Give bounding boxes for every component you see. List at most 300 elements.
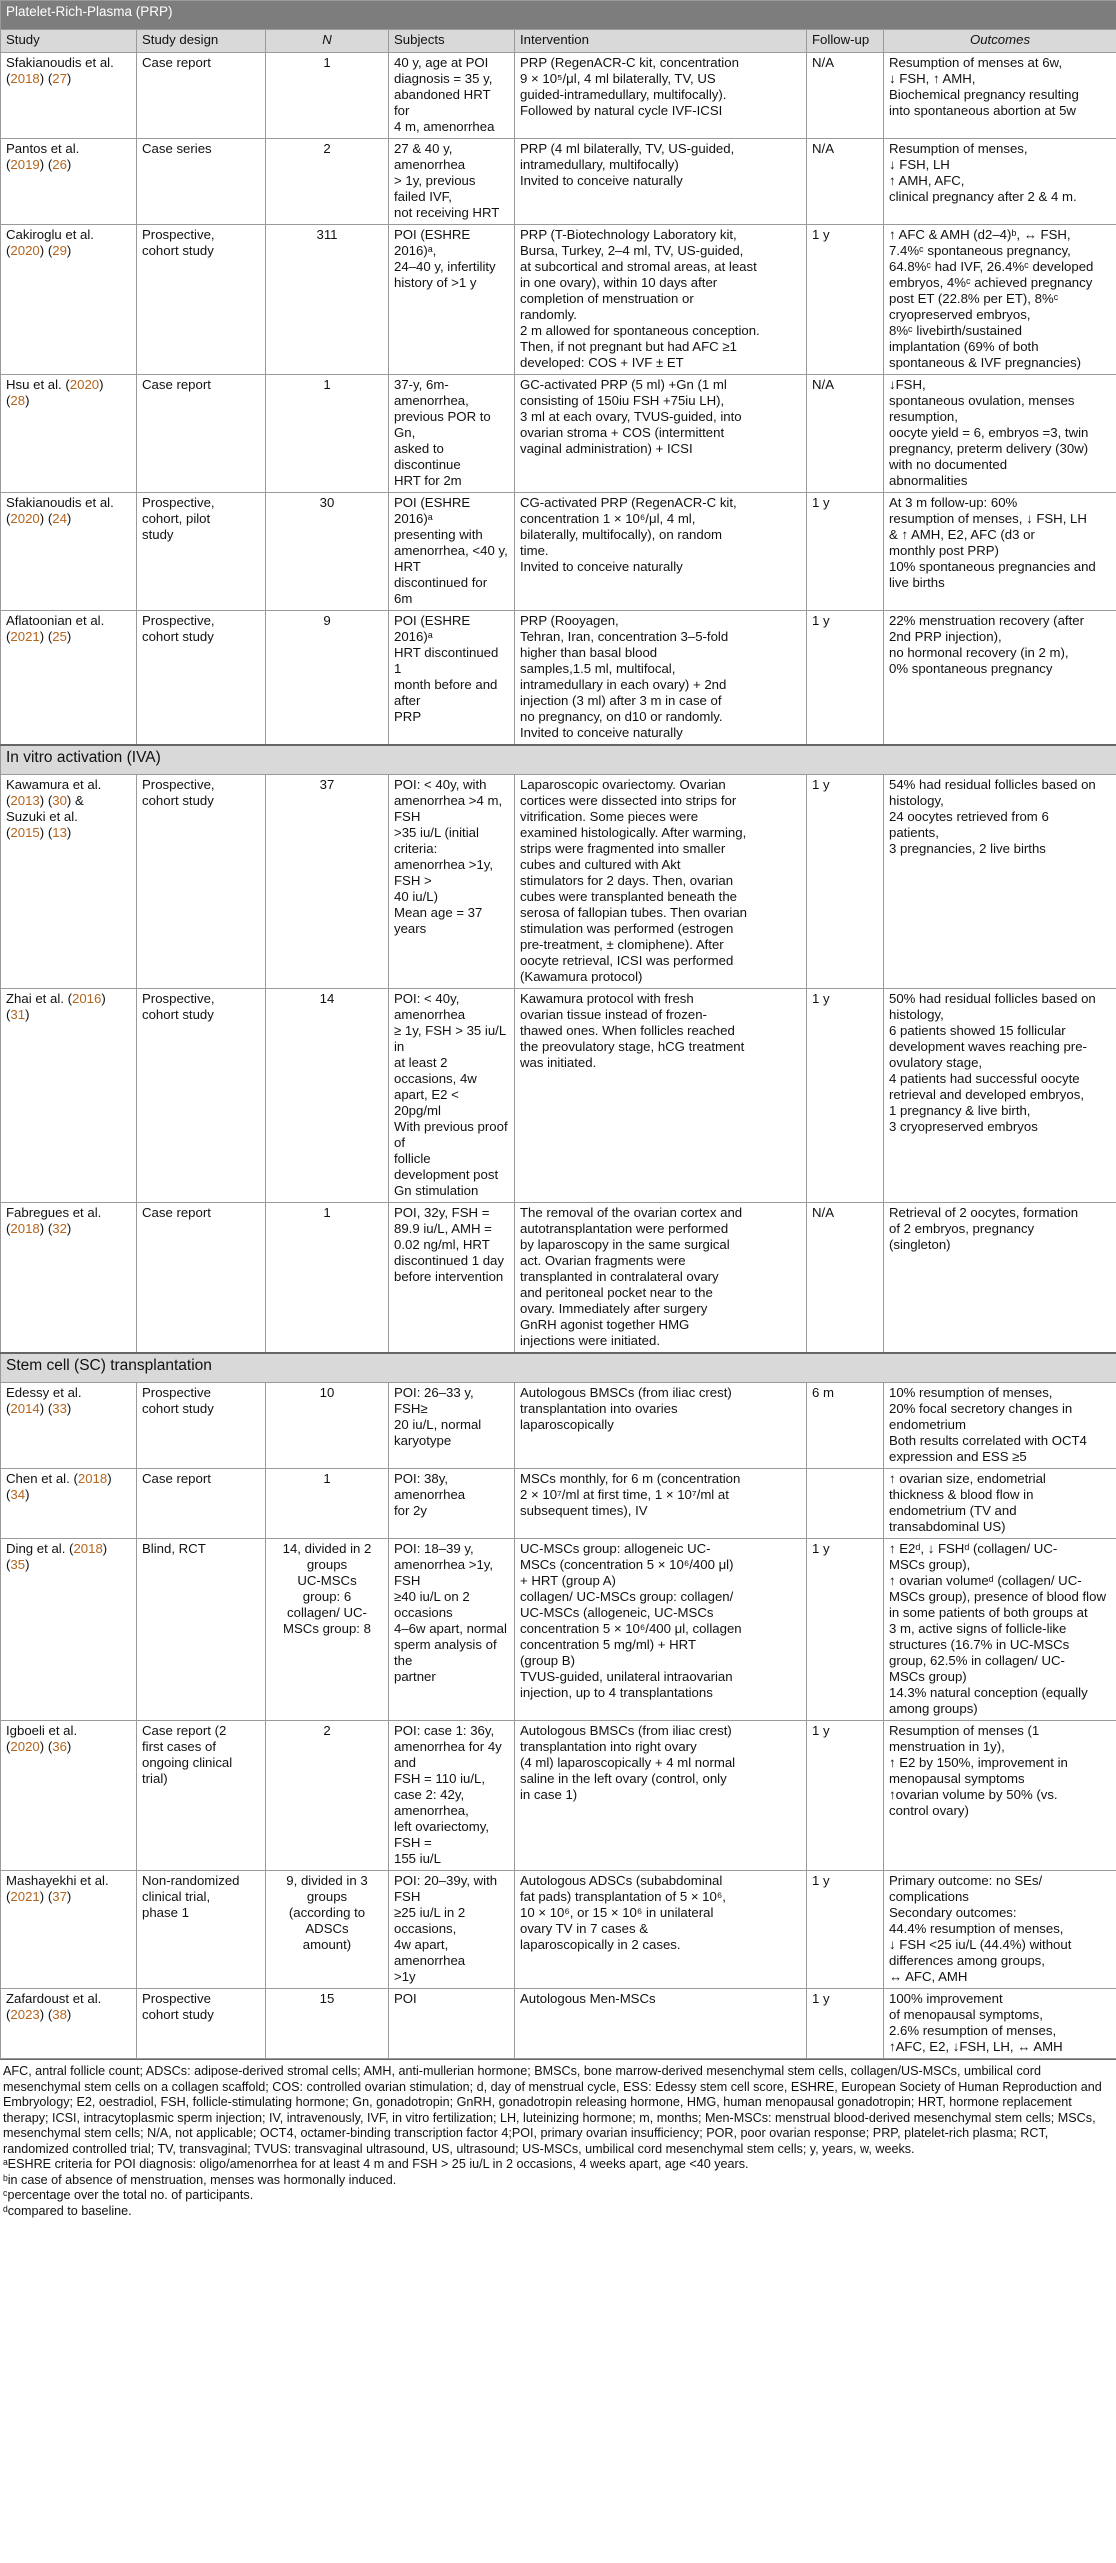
reference-number[interactable]: 2016 (71, 991, 102, 1006)
design-cell (137, 1989, 266, 2059)
outcomes-cell-line: 10% resumption of menses, (889, 1385, 1053, 1400)
reference-number[interactable]: 36 (52, 1739, 67, 1754)
intervention-cell (515, 493, 807, 611)
outcomes-cell-line: transabdominal US) (889, 1519, 1006, 1534)
outcomes-cell-line: 2nd PRP injection), (889, 629, 1002, 644)
subjects-cell-line: POI: case 1: 36y, (394, 1723, 495, 1738)
outcomes-cell-line: menstruation in 1y), (889, 1739, 1005, 1754)
outcomes-cell-line: MSCs group) (889, 1669, 967, 1684)
intervention-cell-line: ovary. Immediately after surgery (520, 1301, 708, 1316)
intervention-cell-line: randomly. (520, 307, 577, 322)
subjects-cell-line: amenorrhea >4 m, FSH (394, 793, 503, 824)
intervention-cell-line: TVUS-guided, unilateral intraovarian (520, 1669, 733, 1684)
reference-number[interactable]: 2013 (10, 793, 40, 808)
table-row (1, 139, 1116, 225)
reference-number[interactable]: 2014 (10, 1401, 40, 1416)
intervention-cell-line: UC-MSCs (allogeneic, UC-MSCs (520, 1605, 714, 1620)
reference-number[interactable]: 13 (52, 825, 67, 840)
intervention-cell-line: cubes and cultured with Akt (520, 857, 681, 872)
study-cell-line: (2019) (26) (6, 157, 72, 172)
subjects-cell-line: With previous proof of (394, 1119, 508, 1150)
study-cell (1, 775, 137, 989)
follow-up-cell: 1 y (807, 775, 884, 989)
outcomes-cell-line: 4 patients had successful oocyte (889, 1071, 1080, 1086)
outcomes-cell-line: of 2 embryos, pregnancy (889, 1221, 1035, 1236)
intervention-cell-line: was initiated. (520, 1055, 597, 1070)
design-cell-line: cohort study (142, 243, 214, 258)
intervention-cell-line: (group B) (520, 1653, 575, 1668)
outcomes-cell-line: implantation (69% of both (889, 339, 1039, 354)
intervention-cell-line: MSCs monthly, for 6 m (concentration (520, 1471, 741, 1486)
design-cell-line: cohort study (142, 2007, 214, 2022)
intervention-cell-line: concentration 1 × 10⁶/μl, 4 ml, (520, 511, 696, 526)
design-cell-line: Prospective, (142, 991, 215, 1006)
design-cell-line: Prospective, (142, 495, 215, 510)
outcomes-cell-line: (singleton) (889, 1237, 951, 1252)
design-cell-line: cohort study (142, 629, 214, 644)
study-cell-line: Fabregues et al. (6, 1205, 102, 1220)
study-cell (1, 139, 137, 225)
follow-up-cell: 1 y (807, 1539, 884, 1721)
outcomes-cell-line: Primary outcome: no SEs/ (889, 1873, 1043, 1888)
intervention-cell-line: Then, if not pregnant but had AFC ≥1 (520, 339, 737, 354)
subjects-cell-line: partner (394, 1669, 436, 1684)
n-cell: 2 (266, 139, 389, 225)
outcomes-cell (884, 611, 1116, 746)
reference-number[interactable]: 26 (52, 157, 67, 172)
intervention-cell-line: concentration 5 × 10⁶/400 μl, collagen (520, 1621, 742, 1636)
outcomes-cell-line: MSCs group), presence of blood flow (889, 1589, 1106, 1604)
design-cell-line: Prospective, (142, 613, 215, 628)
subjects-cell-line: before intervention (394, 1269, 504, 1284)
design-cell-line: Prospective (142, 1991, 211, 2006)
reference-number[interactable]: 25 (52, 629, 67, 644)
subjects-cell-line: POI: 20–39y, with FSH (394, 1873, 498, 1904)
reference-number[interactable]: 2019 (10, 157, 40, 172)
reference-number[interactable]: 2018 (10, 1221, 40, 1236)
study-cell (1, 1469, 137, 1539)
intervention-cell (515, 989, 807, 1203)
subjects-cell-line: 155 iu/L (394, 1851, 441, 1866)
subjects-cell-line: Gn stimulation (394, 1183, 479, 1198)
outcomes-cell-line: in some patients of both groups at (889, 1605, 1088, 1620)
subjects-cell-line: ≥40 iu/L on 2 occasions (394, 1589, 470, 1620)
design-cell-line: Case report (142, 1471, 211, 1486)
intervention-cell-line: act. Ovarian fragments were (520, 1253, 686, 1268)
study-cell (1, 1721, 137, 1871)
header-study: Study (1, 30, 137, 53)
study-cell-line: (2021) (25) (6, 629, 72, 644)
subjects-cell-line: asked to discontinue (394, 441, 461, 472)
outcomes-cell (884, 1203, 1116, 1354)
subjects-cell-line: amenorrhea for 4y and (394, 1739, 502, 1770)
n-cell: 1 (266, 53, 389, 139)
intervention-cell-line: 9 × 10⁵/μl, 4 ml bilaterally, TV, US (520, 71, 716, 86)
subjects-cell-line: history of >1 y (394, 275, 477, 290)
subjects-cell-line: POI (ESHRE 2016)ᵃ (394, 495, 471, 526)
subjects-cell-line: amenorrhea, <40 y, HRT (394, 543, 508, 574)
outcomes-cell (884, 1539, 1116, 1721)
outcomes-cell-line: & ↑ AMH, E2, AFC (d3 or (889, 527, 1035, 542)
design-cell (137, 1203, 266, 1354)
intervention-cell-line: developed: COS + IVF ± ET (520, 355, 684, 370)
study-cell (1, 225, 137, 375)
outcomes-cell-line: cryopreserved embryos, (889, 307, 1031, 322)
intervention-cell-line: strips were fragmented into smaller (520, 841, 726, 856)
design-cell (137, 775, 266, 989)
study-cell-line: Suzuki et al. (6, 809, 78, 824)
design-cell-line: ongoing clinical (142, 1755, 233, 1770)
reference-number[interactable]: 37 (52, 1889, 67, 1904)
reference-number[interactable]: 2020 (10, 511, 40, 526)
follow-up-cell: 1 y (807, 1721, 884, 1871)
outcomes-cell-line: ↑ovarian volume by 50% (vs. (889, 1787, 1058, 1802)
outcomes-cell-line: among groups) (889, 1701, 978, 1716)
table-row (1, 775, 1116, 989)
outcomes-cell-line: retrieval and developed embryos, (889, 1087, 1084, 1102)
table-row (1, 989, 1116, 1203)
follow-up-cell: 1 y (807, 225, 884, 375)
study-cell-line: (28) (6, 393, 30, 408)
study-cell (1, 1539, 137, 1721)
intervention-cell (515, 139, 807, 225)
outcomes-cell-line: ↑ E2ᵈ, ↓ FSHᵈ (collagen/ UC- (889, 1541, 1058, 1556)
outcomes-cell-line: development waves reaching pre- (889, 1039, 1087, 1054)
study-cell (1, 611, 137, 746)
subjects-cell-line: POI, 32y, FSH = (394, 1205, 490, 1220)
reference-number[interactable]: 29 (52, 243, 67, 258)
study-cell-line: (2023) (38) (6, 2007, 72, 2022)
table-row (1, 225, 1116, 375)
intervention-cell-line: thawed ones. When follicles reached (520, 1023, 735, 1038)
reference-number[interactable]: 2021 (10, 629, 40, 644)
reference-number[interactable]: 34 (10, 1487, 26, 1502)
table-row (1, 1871, 1116, 1989)
outcomes-cell-line: Secondary outcomes: (889, 1905, 1017, 1920)
intervention-cell-line: oocyte retrieval, ICSI was performed (520, 953, 734, 968)
table-row (1, 1383, 1116, 1469)
subjects-cell-line: >1y (394, 1969, 416, 1984)
follow-up-cell: N/A (807, 139, 884, 225)
outcomes-cell (884, 1721, 1116, 1871)
subjects-cell (389, 53, 515, 139)
intervention-cell-line: Tehran, Iran, concentration 3–5-fold (520, 629, 729, 644)
reference-number[interactable]: 32 (52, 1221, 67, 1236)
intervention-cell-line: autotransplantation were performed (520, 1221, 729, 1236)
intervention-cell-line: completion of menstruation or (520, 291, 694, 306)
outcomes-cell-line: ↓ FSH <25 iu/L (44.4%) without (889, 1937, 1072, 1952)
outcomes-cell-line: ↑ E2 by 150%, improvement in (889, 1755, 1068, 1770)
design-cell-line: Prospective, (142, 227, 215, 242)
intervention-cell-line: vitrification. Some pieces were (520, 809, 699, 824)
subjects-cell-line: POI: < 40y, amenorrhea (394, 991, 466, 1022)
n-cell: 14, divided in 2 groups UC-MSCs group: 6 collagen/ UC- MSCs group: 8 (266, 1539, 389, 1721)
intervention-cell-line: collagen/ UC-MSCs group: collagen/ (520, 1589, 734, 1604)
outcomes-cell-line: ↑ AMH, AFC, (889, 173, 965, 188)
subjects-cell-line: discontinued for 6m (394, 575, 488, 606)
follow-up-cell: N/A (807, 375, 884, 493)
table-row (1, 493, 1116, 611)
outcomes-cell (884, 53, 1116, 139)
subjects-cell-line: previous POR to Gn, (394, 409, 491, 440)
outcomes-cell-line: 8%ᶜ livebirth/sustained (889, 323, 1022, 338)
subjects-cell-line: POI: 38y, amenorrhea (394, 1471, 466, 1502)
design-cell-line: trial) (142, 1771, 168, 1786)
subjects-cell-line: amenorrhea >1y, FSH (394, 1557, 494, 1588)
design-cell (137, 493, 266, 611)
outcomes-cell-line: endometrium (TV and (889, 1503, 1017, 1518)
outcomes-cell-line: ↑ ovarian size, endometrial (889, 1471, 1046, 1486)
outcomes-cell-line: 10% spontaneous pregnancies and (889, 559, 1096, 574)
intervention-cell (515, 611, 807, 746)
design-cell-line: cohort study (142, 793, 214, 808)
intervention-cell-line: stimulation was performed (estrogen (520, 921, 734, 936)
reference-number[interactable]: 2018 (73, 1541, 103, 1556)
intervention-cell-line: transplanted in contralateral ovary (520, 1269, 719, 1284)
outcomes-cell (884, 1871, 1116, 1989)
intervention-cell (515, 225, 807, 375)
reference-number[interactable]: 2018 (77, 1471, 108, 1486)
reference-number[interactable]: 28 (10, 393, 26, 408)
outcomes-cell-line: ↓ FSH, LH (889, 157, 950, 172)
intervention-cell-line: the preovulatory stage, hCG treatment (520, 1039, 745, 1054)
subjects-cell-line: diagnosis = 35 y, (394, 71, 493, 86)
reference-number[interactable]: 2015 (10, 825, 40, 840)
reference-number[interactable]: 24 (52, 511, 67, 526)
reference-number[interactable]: 2018 (10, 71, 40, 86)
outcomes-cell (884, 139, 1116, 225)
study-cell-line: Zhai et al. (2016) (6, 991, 106, 1006)
study-cell-line: Edessy et al. (6, 1385, 82, 1400)
study-cell-line: (34) (6, 1487, 30, 1502)
subjects-cell-line: sperm analysis of the (394, 1637, 497, 1668)
table-row (1, 1203, 1116, 1354)
study-cell-line: (2018) (27) (6, 71, 72, 86)
design-cell-line: cohort, pilot (142, 511, 211, 526)
n-cell: 1 (266, 375, 389, 493)
outcomes-cell-line: ↑ AFC & AMH (d2–4)ᵇ, ↔ FSH, (889, 227, 1071, 242)
intervention-cell-line: 3 ml at each ovary, TVUS-guided, into (520, 409, 742, 424)
follow-up-cell (807, 1469, 884, 1539)
study-cell (1, 53, 137, 139)
section-title: Stem cell (SC) transplantation (1, 1353, 1116, 1383)
subjects-cell-line: amenorrhea >1y, FSH > (394, 857, 494, 888)
study-cell-line: (2018) (32) (6, 1221, 72, 1236)
outcomes-cell-line: 64.8%ᶜ had IVF, 26.4%ᶜ developed (889, 259, 1094, 274)
intervention-cell-line: transplantation into ovaries (520, 1401, 678, 1416)
outcomes-cell-line: spontaneous & IVF pregnancies) (889, 355, 1082, 370)
intervention-cell-line: 2 × 10⁷/ml at first time, 1 × 10⁷/ml at (520, 1487, 729, 1502)
design-cell (137, 139, 266, 225)
intervention-cell-line: laparoscopically in 2 cases. (520, 1937, 681, 1952)
intervention-cell-line: fat pads) transplantation of 5 × 10⁶, (520, 1889, 726, 1904)
header-outcomes: Outcomes (884, 30, 1116, 53)
intervention-cell-line: transplantation into right ovary (520, 1739, 697, 1754)
outcomes-cell-line: 1 pregnancy & live birth, (889, 1103, 1031, 1118)
study-cell-line: Sfakianoudis et al. (6, 495, 114, 510)
subjects-cell-line: 89.9 iu/L, AMH = (394, 1221, 492, 1236)
subjects-cell (389, 1203, 515, 1354)
intervention-cell-line: cubes were transplanted beneath the (520, 889, 738, 904)
intervention-cell-line: guided-intramedullary, multifocally). (520, 87, 727, 102)
intervention-cell-line: subsequent times), IV (520, 1503, 648, 1518)
intervention-cell-line: bilaterally, multifocally), on random (520, 527, 723, 542)
subjects-cell-line: Mean age = 37 years (394, 905, 483, 936)
subjects-cell-line: POI (ESHRE 2016)ᵃ (394, 613, 471, 644)
design-cell-line: cohort study (142, 1401, 214, 1416)
subjects-cell (389, 1989, 515, 2059)
subjects-cell-line: 37-y, 6m-amenorrhea, (394, 377, 469, 408)
study-cell-line: (31) (6, 1007, 30, 1022)
table-banner (1, 1, 1116, 30)
subjects-cell-line: POI: < 40y, with (394, 777, 487, 792)
outcomes-cell-line: oocyte yield = 6, embryos =3, twin (889, 425, 1089, 440)
outcomes-cell-line: ↓ FSH, ↑ AMH, (889, 71, 976, 86)
design-cell-line: study (142, 527, 174, 542)
outcomes-cell-line: ↓FSH, (889, 377, 926, 392)
intervention-cell-line: intramedullary in each ovary) + 2nd (520, 677, 727, 692)
design-cell-line: phase 1 (142, 1905, 189, 1920)
subjects-cell-line: POI (ESHRE 2016)ᵃ, (394, 227, 471, 258)
outcomes-cell-line: of menopausal symptoms, (889, 2007, 1043, 2022)
outcomes-cell-line: patients, (889, 825, 939, 840)
outcomes-cell-line: 24 oocytes retrieved from 6 (889, 809, 1049, 824)
study-cell-line: Aflatoonian et al. (6, 613, 105, 628)
intervention-cell-line: (4 ml) laparoscopically + 4 ml normal (520, 1755, 736, 1770)
table-row (1, 375, 1116, 493)
reference-number[interactable]: 2020 (69, 377, 100, 392)
intervention-cell-line: PRP (T-Biotechnology Laboratory kit, (520, 227, 737, 242)
follow-up-cell: N/A (807, 53, 884, 139)
intervention-cell-line: Laparoscopic ovariectomy. Ovarian (520, 777, 726, 792)
outcomes-cell-line: histology, (889, 1007, 944, 1022)
footnote: AFC, antral follicle count; ADSCs: adipose-derived stromal cells; AMH, anti-mullerian hormone; BMSCs, bone marrow-derived mesenchymal stem cells, collagen/US-MSCs, umbilical cord mesenchymal stem cells on a collagen scaffold; COS: controlled ovarian stimulation; d, day of menstrual cycle, ESS: Edessy stem cell score, ESHRE, European Society of Human Reproduction and Embryology; E2, oestradiol, FSH, follicle-stimulating hormone; Gn, gonadotropin; GnRH, gonadotropin releasing hormone, HMG, human menopausal gonadotropin; HRT, hormone replacement therapy; ICSI, intracytoplasmic sperm injection; IV, intravenously, IVF, in vitro fertilization; LH, luteinizing hormone; m, months; Men-MSCs: menstrual blood-derived mesenchymal stem cells; MSCs, mesenchymal stem cells; N/A, not applicable; OCT4, octamer-binding transcription factor 4;POI, primary ovarian insufficiency; POR, poor ovarian response; PRP, platelet-rich plasma; RCT, randomized controlled trial; TV, transvaginal; TVUS: transvaginal ultrasound, US, ultrasound; US-MSCs, umbilical cord mesenchymal stem cells; y, years, w, weeks. (3, 2064, 1102, 2156)
study-cell (1, 1203, 137, 1354)
outcomes-cell-line: control ovary) (889, 1803, 969, 1818)
subjects-cell-line: 4–6w apart, normal (394, 1621, 507, 1636)
outcomes-cell-line: 3 cryopreserved embryos (889, 1119, 1038, 1134)
intervention-cell-line: ovary TV in 7 cases & (520, 1921, 649, 1936)
subjects-cell (389, 225, 515, 375)
study-cell-line: Hsu et al. (2020) (6, 377, 104, 392)
outcomes-cell-line: endometrium (889, 1417, 966, 1432)
study-cell (1, 989, 137, 1203)
outcomes-cell-line: ↑ ovarian volumeᵈ (collagen/ UC- (889, 1573, 1082, 1588)
n-cell: 14 (266, 989, 389, 1203)
subjects-cell-line: 0.02 ng/ml, HRT (394, 1237, 490, 1252)
design-cell-line: Prospective (142, 1385, 211, 1400)
subjects-cell-line: 40 iu/L) (394, 889, 438, 904)
reference-number[interactable]: 35 (10, 1557, 26, 1572)
intervention-cell-line: stimulators for 2 days. Then, ovarian (520, 873, 734, 888)
reference-number[interactable]: 2020 (10, 1739, 40, 1754)
intervention-cell (515, 1871, 807, 1989)
outcomes-cell-line: histology, (889, 793, 944, 808)
reference-number[interactable]: 31 (10, 1007, 26, 1022)
intervention-cell-line: concentration 5 mg/ml) + HRT (520, 1637, 697, 1652)
design-cell-line: first cases of (142, 1739, 217, 1754)
n-cell: 15 (266, 1989, 389, 2059)
outcomes-cell-line: pregnancy, preterm delivery (30w) (889, 441, 1089, 456)
intervention-cell (515, 775, 807, 989)
reference-number[interactable]: 2021 (10, 1889, 40, 1904)
subjects-cell-line: not receiving HRT (394, 205, 500, 220)
reference-number[interactable]: 30 (52, 793, 67, 808)
outcomes-cell-line: thickness & blood flow in (889, 1487, 1034, 1502)
intervention-cell-line: PRP (4 ml bilaterally, TV, US-guided, (520, 141, 735, 156)
study-cell-line: Chen et al. (2018) (6, 1471, 112, 1486)
subjects-cell-line: HRT discontinued 1 (394, 645, 499, 676)
subjects-cell-line: at least 2 occasions, 4w (394, 1055, 477, 1086)
outcomes-cell-line: At 3 m follow-up: 60% (889, 495, 1018, 510)
intervention-cell-line: PRP (Rooyagen, (520, 613, 619, 628)
intervention-cell-line: MSCs (concentration 5 × 10⁶/400 μl) (520, 1557, 734, 1572)
intervention-cell-line: Invited to conceive naturally (520, 725, 683, 740)
design-cell (137, 1383, 266, 1469)
intervention-cell-line: Invited to conceive naturally (520, 173, 683, 188)
subjects-cell-line: 4 m, amenorrhea (394, 119, 495, 134)
study-cell-line: Igboeli et al. (6, 1723, 78, 1738)
subjects-cell-line: PRP (394, 709, 422, 724)
follow-up-cell: 1 y (807, 1989, 884, 2059)
subjects-cell-line: POI: 18–39 y, (394, 1541, 474, 1556)
intervention-cell-line: cortices were dissected into strips for (520, 793, 737, 808)
table-row (1, 53, 1116, 139)
subjects-cell-line: 24–40 y, infertility (394, 259, 496, 274)
footnote: ᶜpercentage over the total no. of participants. (3, 2188, 254, 2202)
outcomes-cell-line: 7.4%ᶜ spontaneous pregnancy, (889, 243, 1071, 258)
design-cell-line: clinical trial, (142, 1889, 211, 1904)
subjects-cell-line: 4w apart, amenorrhea (394, 1937, 466, 1968)
subjects-cell (389, 493, 515, 611)
outcomes-cell-line: spontaneous ovulation, menses (889, 393, 1075, 408)
subjects-cell-line: > 1y, previous failed IVF, (394, 173, 476, 204)
intervention-cell-line: GC-activated PRP (5 ml) +Gn (1 ml (520, 377, 727, 392)
study-cell-line: (2014) (33) (6, 1401, 72, 1416)
header-design: Study design (137, 30, 266, 53)
intervention-cell-line: 10 × 10⁶, or 15 × 10⁶ in unilateral (520, 1905, 714, 1920)
outcomes-cell-line: MSCs group), (889, 1557, 971, 1572)
intervention-cell-line: higher than basal blood (520, 645, 658, 660)
outcomes-cell-line: ↑AFC, E2, ↓FSH, LH, ↔ AMH (889, 2039, 1063, 2054)
study-cell (1, 1383, 137, 1469)
outcomes-cell-line: into spontaneous abortion at 5w (889, 103, 1076, 118)
outcomes-cell (884, 1989, 1116, 2059)
outcomes-cell-line: Biochemical pregnancy resulting (889, 87, 1079, 102)
header-follow-up: Follow-up (807, 30, 884, 53)
intervention-cell-line: in case 1) (520, 1787, 578, 1802)
design-cell (137, 1871, 266, 1989)
outcomes-cell-line: complications (889, 1889, 969, 1904)
study-cell-line: Kawamura et al. (6, 777, 102, 792)
intervention-cell (515, 1989, 807, 2059)
reference-number[interactable]: 38 (52, 2007, 67, 2022)
header-subjects: Subjects (389, 30, 515, 53)
reference-number[interactable]: 27 (52, 71, 67, 86)
subjects-cell (389, 375, 515, 493)
reference-number[interactable]: 33 (52, 1401, 67, 1416)
outcomes-cell-line: Retrieval of 2 oocytes, formation (889, 1205, 1079, 1220)
reference-number[interactable]: 2020 (10, 243, 40, 258)
outcomes-cell-line: 22% menstruation recovery (after (889, 613, 1084, 628)
outcomes-cell-line: differences among groups, (889, 1953, 1045, 1968)
design-cell-line: Blind, RCT (142, 1541, 206, 1556)
outcomes-cell-line: 50% had residual follicles based on (889, 991, 1096, 1006)
reference-number[interactable]: 2023 (10, 2007, 40, 2022)
subjects-cell (389, 1383, 515, 1469)
outcomes-cell-line: Resumption of menses (1 (889, 1723, 1040, 1738)
table-row (1, 611, 1116, 746)
